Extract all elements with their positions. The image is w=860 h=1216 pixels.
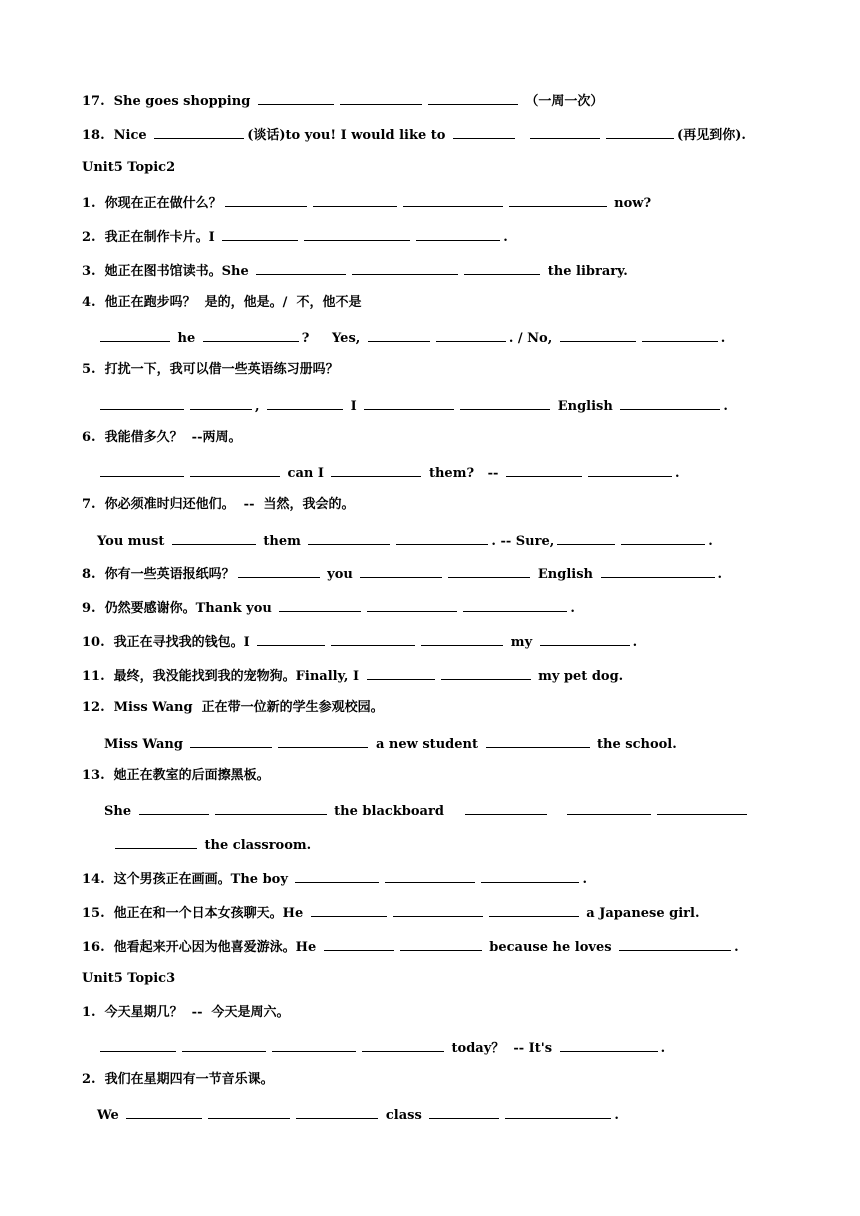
text-segment: because he loves	[484, 940, 617, 955]
answer-blank[interactable]	[368, 329, 430, 342]
answer-blank[interactable]	[258, 92, 334, 105]
answer-blank[interactable]	[100, 464, 184, 477]
text-segment: 9. 仍然要感谢你。Thank you	[82, 601, 277, 616]
text-segment: a new student	[371, 737, 483, 752]
text-segment: .	[582, 872, 587, 887]
answer-blank[interactable]	[190, 464, 280, 477]
question-line-t2-q2	[82, 228, 508, 246]
text-segment: 2. 我们在星期四有一节音乐课。	[82, 1072, 274, 1087]
answer-blank[interactable]	[172, 532, 256, 545]
text-segment: 1. 你现在正在做什么？	[82, 196, 222, 211]
question-line-t2-q12a	[82, 700, 384, 716]
question-line-t3-q2a	[82, 1072, 274, 1088]
text-segment: ? Yes,	[301, 331, 365, 346]
answer-blank[interactable]	[367, 667, 435, 680]
answer-blank[interactable]	[560, 1039, 658, 1052]
answer-blank[interactable]	[115, 836, 197, 849]
answer-blank[interactable]	[295, 870, 379, 883]
text-segment: . / No,	[508, 331, 557, 346]
text-segment: We	[97, 1108, 124, 1123]
question-line-t2-q5b	[97, 397, 728, 415]
text-segment: 12. Miss Wang 正在带一位新的学生参观校园。	[82, 700, 384, 715]
answer-blank[interactable]	[403, 194, 503, 207]
answer-blank[interactable]	[331, 464, 421, 477]
text-segment: my pet dog.	[533, 669, 624, 684]
text-segment: 18. Nice	[82, 128, 152, 143]
question-line-t3-q1a	[82, 1005, 290, 1021]
text-segment: 14. 这个男孩正在画画。The boy	[82, 872, 293, 887]
text-segment: the classroom.	[200, 838, 312, 853]
text-segment: .	[503, 230, 508, 245]
answer-blank[interactable]	[421, 633, 503, 646]
question-line-t2-q4b	[97, 329, 725, 347]
text-segment: .	[614, 1108, 619, 1123]
question-line-t2-q12b	[104, 735, 677, 753]
answer-blank[interactable]	[416, 228, 500, 241]
text-segment	[518, 128, 527, 143]
text-segment: the blackboard	[329, 804, 463, 819]
answer-blank[interactable]	[154, 126, 244, 139]
text-segment: .	[632, 635, 638, 650]
answer-blank[interactable]	[385, 870, 475, 883]
answer-blank[interactable]	[308, 532, 390, 545]
text-segment: 17. She goes shopping	[82, 94, 255, 109]
text-segment: .	[723, 399, 728, 414]
answer-blank[interactable]	[560, 329, 636, 342]
question-line-t2-q10	[82, 633, 637, 651]
text-segment: them? --	[424, 466, 503, 481]
answer-blank[interactable]	[621, 532, 705, 545]
question-line-t2-q7a	[82, 497, 355, 513]
answer-blank[interactable]	[448, 565, 530, 578]
answer-blank[interactable]	[460, 397, 550, 410]
text-segment: (再见到你).	[677, 128, 746, 143]
answer-blank[interactable]	[396, 532, 488, 545]
answer-blank[interactable]	[620, 397, 720, 410]
text-segment: the school.	[592, 737, 677, 752]
text-segment: can I	[283, 466, 329, 481]
text-segment: English	[533, 567, 598, 582]
question-line-t2-q9	[82, 599, 575, 617]
text-segment: I	[346, 399, 362, 414]
answer-blank[interactable]	[530, 126, 600, 139]
answer-blank[interactable]	[364, 397, 454, 410]
text-segment: Miss Wang	[104, 737, 188, 752]
answer-blank[interactable]	[657, 802, 747, 815]
answer-blank[interactable]	[601, 565, 715, 578]
text-segment: 4. 他正在跑步吗？ 是的，他是。/ 不，他不是	[82, 295, 362, 310]
answer-blank[interactable]	[400, 938, 482, 951]
text-segment: 8. 你有一些英语报纸吗？	[82, 567, 235, 582]
answer-blank[interactable]	[304, 228, 410, 241]
answer-blank[interactable]	[324, 938, 394, 951]
text-segment: You must	[97, 534, 169, 549]
answer-blank[interactable]	[190, 397, 252, 410]
answer-blank[interactable]	[100, 1039, 176, 1052]
answer-blank[interactable]	[486, 735, 590, 748]
text-segment	[550, 804, 564, 819]
text-segment: now?	[609, 196, 652, 211]
text-segment: Unit5 Topic3	[82, 971, 176, 986]
answer-blank[interactable]	[296, 1106, 378, 1119]
text-segment: 16. 他看起来开心因为他喜爱游泳。He	[82, 940, 321, 955]
answer-blank[interactable]	[256, 262, 346, 275]
answer-blank[interactable]	[362, 1039, 444, 1052]
answer-blank[interactable]	[331, 633, 415, 646]
answer-blank[interactable]	[436, 329, 506, 342]
answer-blank[interactable]	[126, 1106, 202, 1119]
answer-blank[interactable]	[367, 599, 457, 612]
answer-blank[interactable]	[139, 802, 209, 815]
answer-blank[interactable]	[360, 565, 442, 578]
answer-blank[interactable]	[272, 1039, 356, 1052]
question-line-t2-q5a	[82, 362, 339, 378]
text-segment: .	[708, 534, 713, 549]
text-segment: 3. 她正在图书馆读书。She	[82, 264, 254, 279]
question-line-t2-q13b	[104, 802, 750, 820]
text-segment: the library.	[543, 264, 628, 279]
answer-blank[interactable]	[203, 329, 299, 342]
question-line-t3-q1b	[97, 1039, 665, 1057]
answer-blank[interactable]	[453, 126, 515, 139]
answer-blank[interactable]	[464, 262, 540, 275]
answer-blank[interactable]	[619, 938, 731, 951]
question-line-q18	[82, 126, 746, 144]
text-segment: .	[720, 331, 726, 346]
answer-blank[interactable]	[100, 329, 170, 342]
answer-blank[interactable]	[509, 194, 607, 207]
text-segment: 2. 我正在制作卡片。I	[82, 230, 220, 245]
answer-blank[interactable]	[505, 1106, 611, 1119]
text-segment: She	[104, 804, 136, 819]
answer-blank[interactable]	[279, 599, 361, 612]
text-segment: today？ -- It's	[447, 1041, 557, 1056]
text-segment: .	[660, 1041, 666, 1056]
text-segment: 5. 打扰一下，我可以借一些英语练习册吗？	[82, 362, 339, 377]
text-segment: 10. 我正在寻找我的钱包。I	[82, 635, 255, 650]
text-segment: ,	[255, 399, 265, 414]
question-line-t3-q2b	[97, 1106, 619, 1124]
answer-blank[interactable]	[238, 565, 320, 578]
text-segment: （一周一次）	[520, 94, 604, 109]
text-segment: .	[570, 601, 575, 616]
answer-blank[interactable]	[215, 802, 327, 815]
text-segment: 11. 最终，我没能找到我的宠物狗。Finally, I	[82, 669, 364, 684]
answer-blank[interactable]	[588, 464, 672, 477]
text-segment: English	[553, 399, 618, 414]
text-segment: 7. 你必须准时归还他们。 -- 当然，我会的。	[82, 497, 355, 512]
text-segment: 1. 今天星期几？ -- 今天是周六。	[82, 1005, 290, 1020]
answer-blank[interactable]	[540, 633, 630, 646]
answer-blank[interactable]	[557, 532, 615, 545]
answer-blank[interactable]	[311, 904, 387, 917]
answer-blank[interactable]	[393, 904, 483, 917]
answer-blank[interactable]	[489, 904, 579, 917]
question-line-t2-q16	[82, 938, 739, 956]
question-line-t2-q15	[82, 904, 700, 922]
answer-blank[interactable]	[429, 1106, 499, 1119]
answer-blank[interactable]	[463, 599, 567, 612]
answer-blank[interactable]	[222, 228, 298, 241]
question-line-t2-q3	[82, 262, 628, 280]
answer-blank[interactable]	[567, 802, 651, 815]
answer-blank[interactable]	[182, 1039, 266, 1052]
answer-blank[interactable]	[208, 1106, 290, 1119]
answer-blank[interactable]	[278, 735, 368, 748]
question-line-t2-q14	[82, 870, 587, 888]
answer-blank[interactable]	[642, 329, 718, 342]
answer-blank[interactable]	[225, 194, 307, 207]
heading-topic3	[82, 971, 175, 987]
question-line-t2-q13c	[112, 836, 311, 854]
answer-blank[interactable]	[506, 464, 582, 477]
question-line-t2-q6b	[97, 464, 680, 482]
text-segment: .	[674, 466, 680, 481]
question-line-t2-q6a	[82, 430, 241, 446]
text-segment: 13. 她正在教室的后面擦黑板。	[82, 768, 270, 783]
answer-blank[interactable]	[190, 735, 272, 748]
text-segment: Unit5 Topic2	[82, 160, 176, 175]
text-segment: (谈话)to you! I would like to	[247, 128, 450, 143]
answer-blank[interactable]	[606, 126, 674, 139]
question-line-t2-q13a	[82, 768, 270, 784]
answer-blank[interactable]	[257, 633, 325, 646]
answer-blank[interactable]	[352, 262, 458, 275]
text-segment: 15. 他正在和一个日本女孩聊天。He	[82, 906, 308, 921]
question-line-q17	[82, 92, 603, 110]
answer-blank[interactable]	[100, 397, 184, 410]
answer-blank[interactable]	[267, 397, 343, 410]
text-segment: .	[734, 940, 739, 955]
answer-blank[interactable]	[441, 667, 531, 680]
answer-blank[interactable]	[428, 92, 518, 105]
text-segment: 6. 我能借多久？ --两周。	[82, 430, 242, 445]
answer-blank[interactable]	[481, 870, 579, 883]
question-line-t2-q4a	[82, 295, 361, 311]
text-segment: my	[506, 635, 537, 650]
heading-topic2	[82, 160, 175, 176]
text-segment: a Japanese girl.	[581, 906, 700, 921]
text-segment: he	[173, 331, 200, 346]
text-segment: them	[258, 534, 306, 549]
text-segment: you	[322, 567, 358, 582]
text-segment: . -- Sure,	[491, 534, 555, 549]
answer-blank[interactable]	[313, 194, 397, 207]
text-segment: class	[381, 1108, 427, 1123]
question-line-t2-q8	[82, 565, 722, 583]
text-segment: .	[717, 567, 723, 582]
question-line-t2-q1	[82, 194, 651, 212]
question-line-t2-q11	[82, 667, 623, 685]
answer-blank[interactable]	[465, 802, 547, 815]
answer-blank[interactable]	[340, 92, 422, 105]
question-line-t2-q7b	[97, 532, 713, 550]
